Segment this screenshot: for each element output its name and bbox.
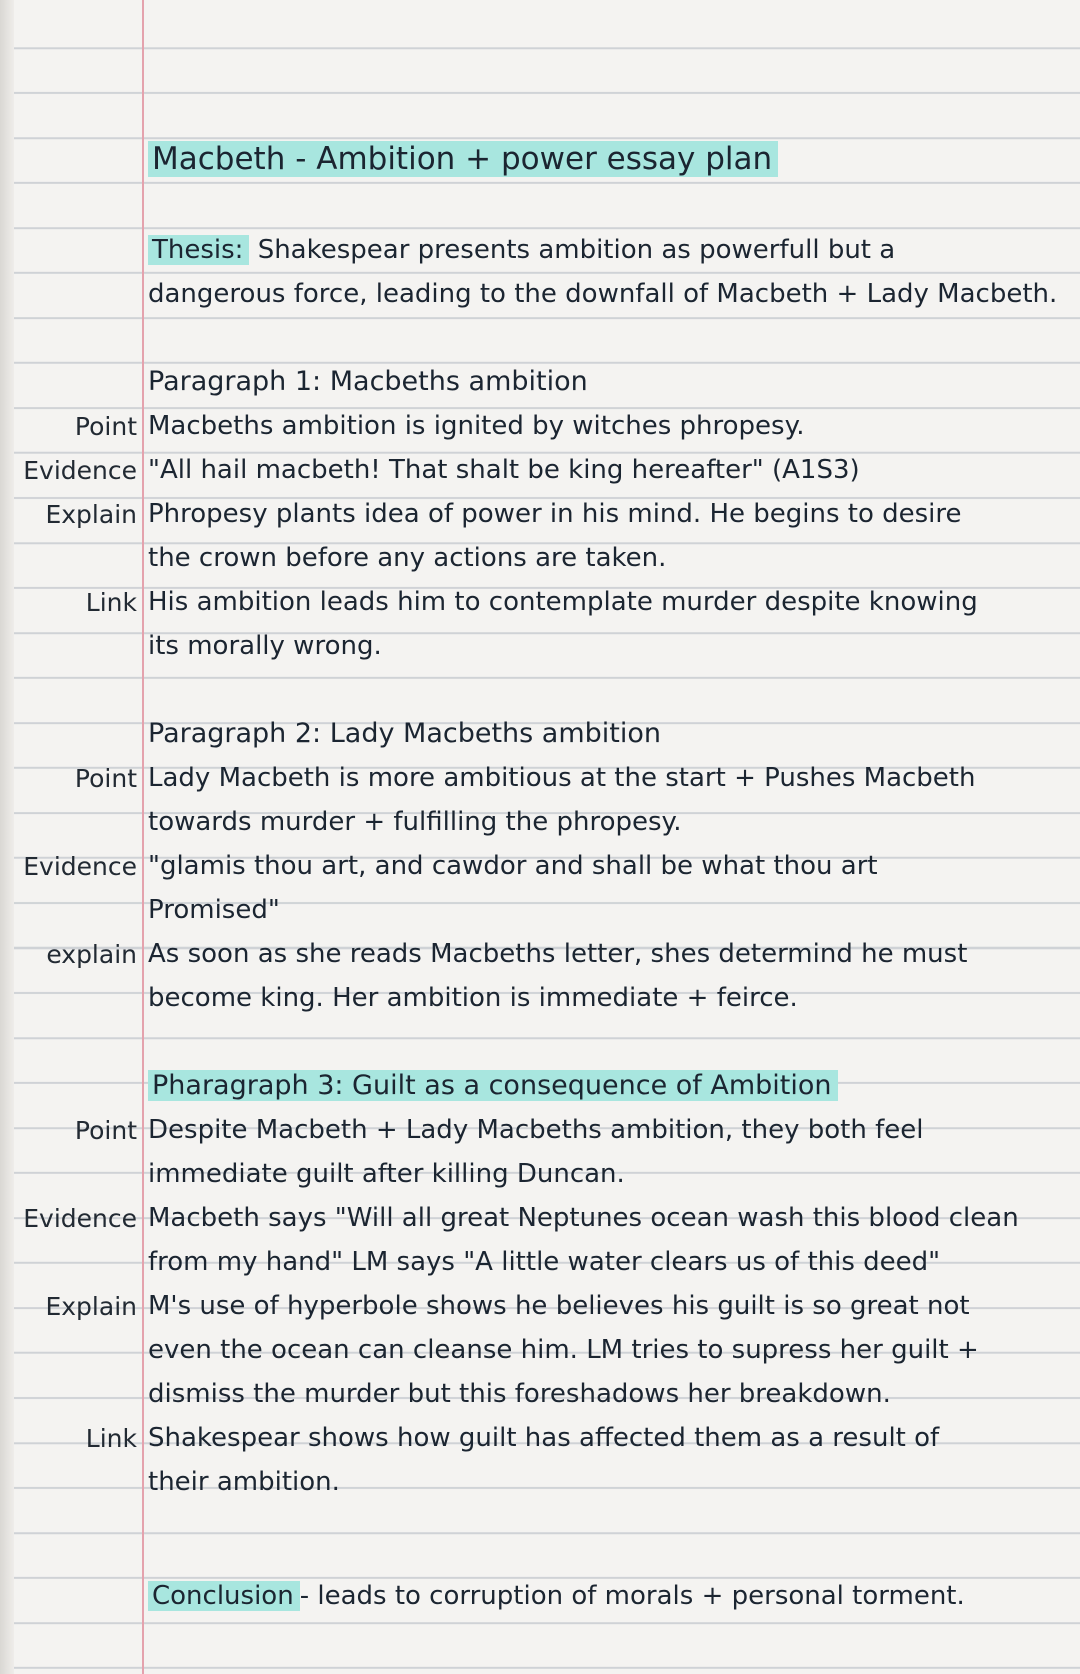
conclusion-label: Conclusion xyxy=(148,1581,300,1611)
paragraph3-link-2: their ambition. xyxy=(148,1467,340,1497)
thesis-line-1 xyxy=(148,235,895,265)
paragraph2-evidence-1: "glamis thou art, and cawdor and shall be what thou art xyxy=(148,851,878,881)
thesis-row-2 xyxy=(0,272,1080,316)
paragraph1-heading: Paragraph 1: Macbeths ambition xyxy=(148,366,588,397)
paragraph3-evidence-1: Macbeth says "Will all great Neptunes ocean wash this blood clean xyxy=(148,1203,1019,1233)
conclusion xyxy=(148,1581,965,1611)
paragraph3-evidence-label: Evidence xyxy=(23,1204,137,1233)
paragraph3-evidence-row xyxy=(0,1196,1080,1240)
paragraph1-explain-label: Explain xyxy=(45,500,137,529)
paragraph3-link-row-2 xyxy=(0,1460,1080,1504)
paragraph2-evidence-row xyxy=(0,844,1080,888)
thesis-row xyxy=(0,228,1080,272)
paragraph2-explain-1: As soon as she reads Macbeths letter, shes determind he must xyxy=(148,939,968,969)
paragraph3-explain-row-2 xyxy=(0,1328,1080,1372)
page-title: Macbeth - Ambition + power essay plan xyxy=(148,141,778,177)
paragraph2-explain-2: become king. Her ambition is immediate + feirce. xyxy=(148,983,798,1013)
paragraph1-explain-row xyxy=(0,492,1080,536)
thesis-label: Thesis: xyxy=(148,235,249,265)
paragraph2-point-label: Point xyxy=(74,764,137,793)
paragraph2-explain-label: explain xyxy=(46,940,137,969)
paragraph3-explain-label: Explain xyxy=(45,1292,137,1321)
paragraph3-evidence-row-2 xyxy=(0,1240,1080,1284)
paragraph3-link-row xyxy=(0,1416,1080,1460)
paragraph3-explain-row xyxy=(0,1284,1080,1328)
paragraph1-explain-2: the crown before any actions are taken. xyxy=(148,543,667,573)
paragraph1-heading-row xyxy=(0,360,1080,404)
paragraph1-link-1: His ambition leads him to contemplate murder despite knowing xyxy=(148,587,978,617)
paragraph1-explain-row-2 xyxy=(0,536,1080,580)
paragraph2-explain-row xyxy=(0,932,1080,976)
paragraph3-explain-2: even the ocean can cleanse him. LM tries to supress her guilt + xyxy=(148,1335,979,1365)
paragraph2-evidence-label: Evidence xyxy=(23,852,137,881)
paragraph2-point-row xyxy=(0,756,1080,800)
paragraph3-link-label: Link xyxy=(85,1424,137,1453)
paragraph3-point-2: immediate guilt after killing Duncan. xyxy=(148,1159,625,1189)
paragraph2-heading-row xyxy=(0,712,1080,756)
paragraph1-evidence: "All hail macbeth! That shalt be king hereafter" (A1S3) xyxy=(148,455,860,485)
paragraph3-evidence-2: from my hand" LM says "A little water clears us of this deed" xyxy=(148,1247,941,1277)
paragraph1-link-row xyxy=(0,580,1080,624)
paragraph1-point-row xyxy=(0,404,1080,448)
paragraph3-heading-text: Pharagraph 3: Guilt as a consequence of Ambition xyxy=(148,1070,838,1101)
thesis-text-2: dangerous force, leading to the downfall of Macbeth + Lady Macbeth. xyxy=(148,279,1058,309)
paragraph3-link-1: Shakespear shows how guilt has affected them as a result of xyxy=(148,1423,940,1453)
paragraph3-explain-1: M's use of hyperbole shows he believes his guilt is so great not xyxy=(148,1291,970,1321)
paragraph2-heading: Paragraph 2: Lady Macbeths ambition xyxy=(148,718,662,749)
paragraph1-link-label: Link xyxy=(85,588,137,617)
paragraph1-link-row-2 xyxy=(0,624,1080,668)
paragraph1-point-label: Point xyxy=(74,412,137,441)
thesis-text-1: Shakespear presents ambition as powerfull but a xyxy=(257,235,896,265)
paragraph2-evidence-row-2 xyxy=(0,888,1080,932)
paragraph2-point-1: Lady Macbeth is more ambitious at the start + Pushes Macbeth xyxy=(148,763,976,793)
title-row xyxy=(0,140,1080,184)
paragraph2-evidence-2: Promised" xyxy=(148,895,280,925)
paragraph1-link-2: its morally wrong. xyxy=(148,631,382,661)
conclusion-text: - leads to corruption of morals + personal torment. xyxy=(299,1581,965,1611)
paragraph2-point-2: towards murder + fulfilling the phropesy. xyxy=(148,807,682,837)
paragraph3-heading-row xyxy=(0,1064,1080,1108)
paragraph3-point-row xyxy=(0,1108,1080,1152)
paragraph1-explain-1: Phropesy plants idea of power in his mind. He begins to desire xyxy=(148,499,962,529)
conclusion-row xyxy=(0,1574,1080,1618)
paragraph3-point-row-2 xyxy=(0,1152,1080,1196)
paragraph2-explain-row-2 xyxy=(0,976,1080,1020)
paragraph3-point-label: Point xyxy=(74,1116,137,1145)
paragraph1-evidence-row xyxy=(0,448,1080,492)
paragraph3-heading xyxy=(148,1070,838,1101)
paragraph2-point-row-2 xyxy=(0,800,1080,844)
paragraph1-point: Macbeths ambition is ignited by witches phropesy. xyxy=(148,411,805,441)
paragraph3-point-1: Despite Macbeth + Lady Macbeths ambition, they both feel xyxy=(148,1115,924,1145)
paragraph3-explain-row-3 xyxy=(0,1372,1080,1416)
paragraph1-evidence-label: Evidence xyxy=(23,456,137,485)
paragraph3-explain-3: dismiss the murder but this foreshadows her breakdown. xyxy=(148,1379,891,1409)
